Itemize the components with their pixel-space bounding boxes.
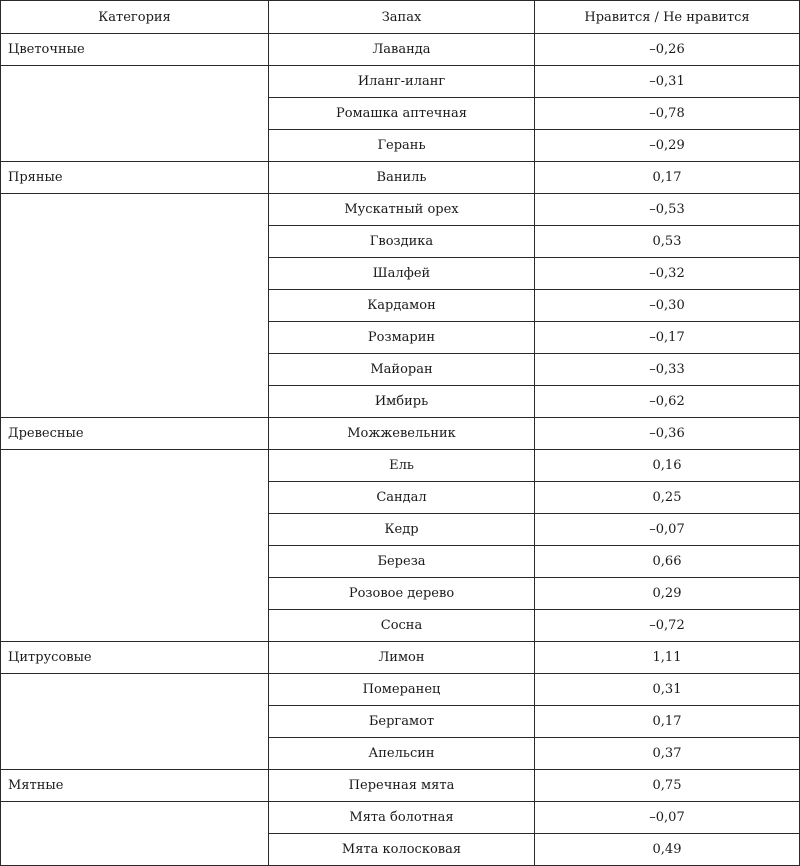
scent-cell: Береза	[269, 546, 535, 578]
category-span-cell	[1, 194, 269, 418]
preference-value-cell: 0,53	[535, 226, 800, 258]
preference-value-cell: 0,49	[535, 834, 800, 866]
table-row	[1, 34, 800, 66]
table-row	[1, 802, 800, 834]
scent-cell: Сандал	[269, 482, 535, 514]
preference-value-cell: 0,31	[535, 674, 800, 706]
scent-cell: Иланг-иланг	[269, 66, 535, 98]
category-span-cell	[1, 674, 269, 770]
category-span-cell	[1, 450, 269, 642]
scent-cell: Перечная мята	[269, 770, 535, 802]
preference-value-cell: –0,33	[535, 354, 800, 386]
category-cell: Пряные	[1, 162, 269, 194]
preference-value-cell: 0,37	[535, 738, 800, 770]
scent-cell: Можжевельник	[269, 418, 535, 450]
table-row	[1, 418, 800, 450]
table-row	[1, 194, 800, 226]
table-body	[1, 34, 800, 866]
preference-value-cell: –0,62	[535, 386, 800, 418]
scent-cell: Бергамот	[269, 706, 535, 738]
preference-value-cell: 0,66	[535, 546, 800, 578]
scent-cell: Розовое дерево	[269, 578, 535, 610]
header-row	[1, 1, 800, 34]
preference-value-cell: 1,11	[535, 642, 800, 674]
preference-value-cell: 0,29	[535, 578, 800, 610]
scent-cell: Майоран	[269, 354, 535, 386]
category-span-cell	[1, 802, 269, 866]
scent-cell: Шалфей	[269, 258, 535, 290]
preference-value-cell: –0,53	[535, 194, 800, 226]
table-row	[1, 162, 800, 194]
scent-cell: Ель	[269, 450, 535, 482]
scent-cell: Апельсин	[269, 738, 535, 770]
category-cell: Цитрусовые	[1, 642, 269, 674]
preference-value-cell: –0,32	[535, 258, 800, 290]
scent-cell: Имбирь	[269, 386, 535, 418]
header-scent: Запах	[269, 1, 535, 34]
header-category: Категория	[1, 1, 269, 34]
scent-cell: Лаванда	[269, 34, 535, 66]
scent-cell: Ромашка аптечная	[269, 98, 535, 130]
preference-value-cell: –0,31	[535, 66, 800, 98]
category-cell: Мятные	[1, 770, 269, 802]
preference-value-cell: 0,17	[535, 706, 800, 738]
preference-value-cell: 0,17	[535, 162, 800, 194]
scent-cell: Ваниль	[269, 162, 535, 194]
header-preference: Нравится / Не нравится	[535, 1, 800, 34]
scent-cell: Кардамон	[269, 290, 535, 322]
preference-value-cell: –0,36	[535, 418, 800, 450]
scent-cell: Гвоздика	[269, 226, 535, 258]
scent-cell: Мускатный орех	[269, 194, 535, 226]
preference-value-cell: –0,72	[535, 610, 800, 642]
preference-value-cell: –0,07	[535, 802, 800, 834]
table-row	[1, 674, 800, 706]
preference-value-cell: –0,17	[535, 322, 800, 354]
category-span-cell	[1, 66, 269, 162]
scent-cell: Розмарин	[269, 322, 535, 354]
table-row	[1, 66, 800, 98]
scent-cell: Мята болотная	[269, 802, 535, 834]
preference-value-cell: –0,30	[535, 290, 800, 322]
table-row	[1, 642, 800, 674]
preference-value-cell: –0,07	[535, 514, 800, 546]
scent-cell: Лимон	[269, 642, 535, 674]
preference-value-cell: –0,29	[535, 130, 800, 162]
scent-cell: Кедр	[269, 514, 535, 546]
table-row	[1, 770, 800, 802]
preference-value-cell: 0,16	[535, 450, 800, 482]
scent-cell: Мята колосковая	[269, 834, 535, 866]
preference-value-cell: 0,25	[535, 482, 800, 514]
category-cell: Древесные	[1, 418, 269, 450]
table-row	[1, 450, 800, 482]
scent-cell: Померанец	[269, 674, 535, 706]
scent-cell: Сосна	[269, 610, 535, 642]
preference-value-cell: –0,26	[535, 34, 800, 66]
category-cell: Цветочные	[1, 34, 269, 66]
preference-value-cell: –0,78	[535, 98, 800, 130]
preference-value-cell: 0,75	[535, 770, 800, 802]
scent-cell: Герань	[269, 130, 535, 162]
